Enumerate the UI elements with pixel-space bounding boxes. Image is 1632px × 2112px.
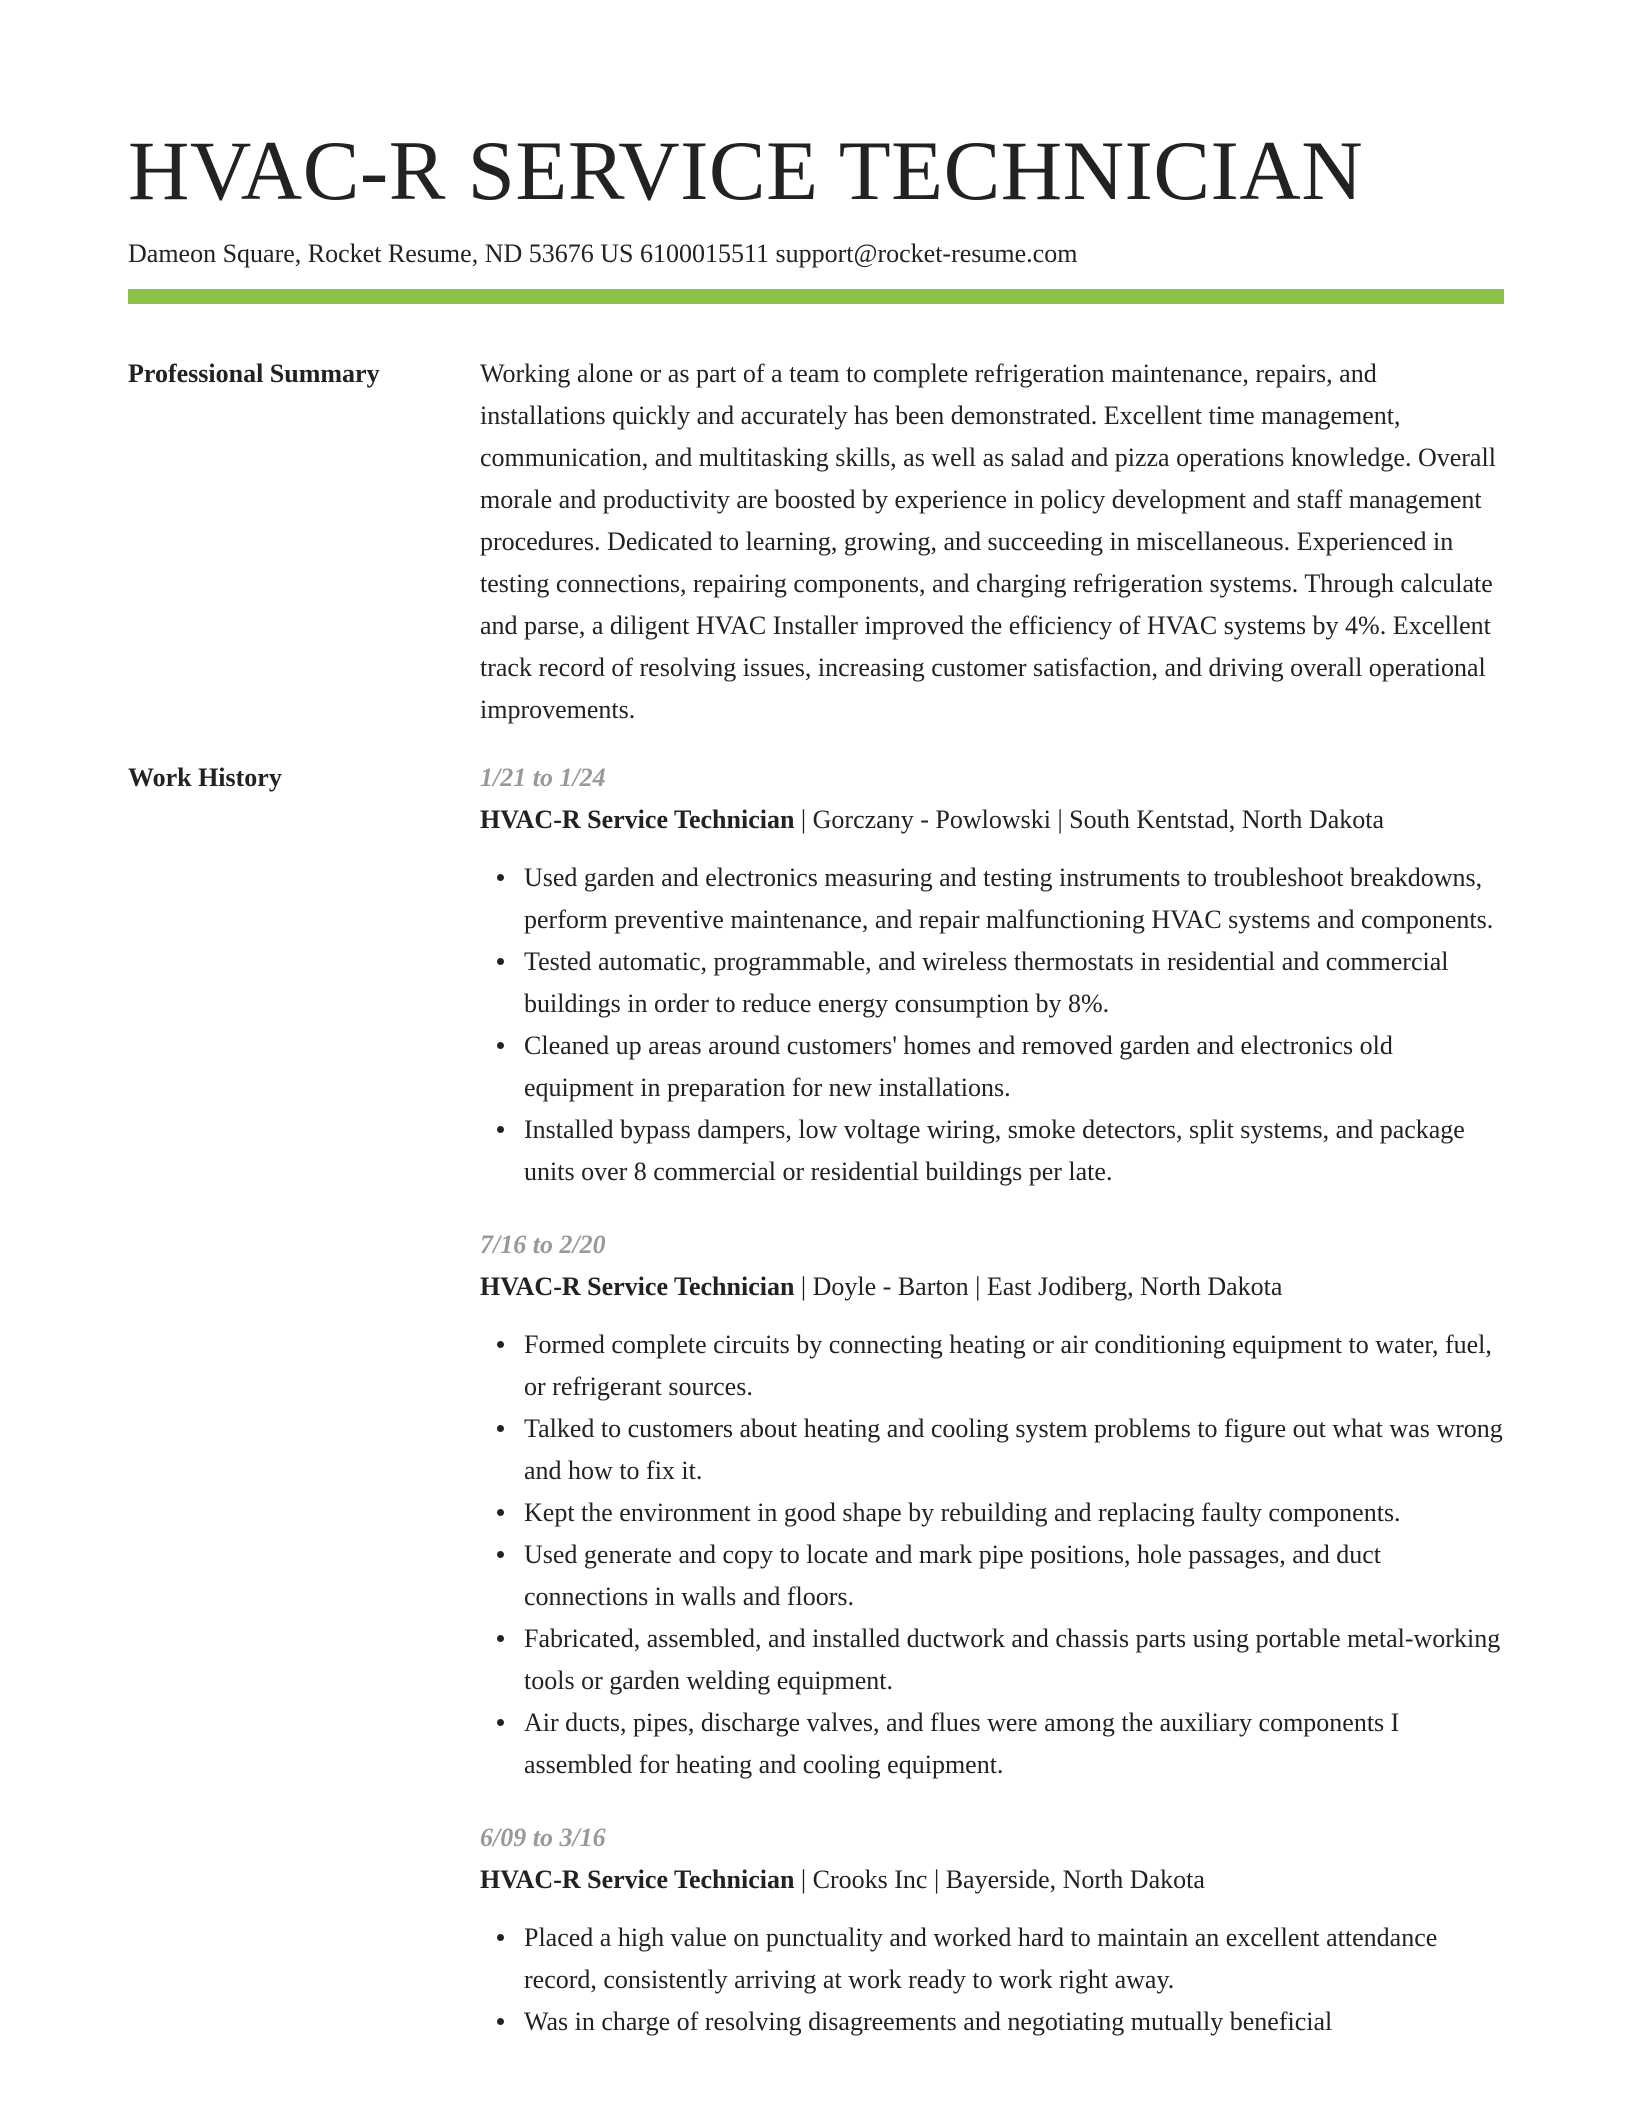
job-title-line: HVAC-R Service Technician | Crooks Inc | Bayerside, North Dakota: [480, 1865, 1205, 1894]
job-bullet: Installed bypass dampers, low voltage wiring, smoke detectors, split systems, and package units over 8 commercial or residential buildings per late.: [524, 1109, 1504, 1193]
job-bullet: Cleaned up areas around customers' homes and removed garden and electronics old equipment in preparation for new installations.: [524, 1025, 1504, 1109]
job-bullet: Used garden and electronics measuring and testing instruments to troubleshoot breakdowns, perform preventive maintenance, and repair malfunctioning HVAC systems and components.: [524, 857, 1504, 941]
job-dates: 1/21 to 1/24: [480, 763, 606, 792]
job-bullet: Formed complete circuits by connecting heating or air conditioning equipment to water, fuel, or refrigerant sources.: [524, 1324, 1504, 1408]
header-divider: [128, 289, 1504, 304]
job-bullet: Talked to customers about heating and cooling system problems to figure out what was wrong and how to fix it.: [524, 1408, 1504, 1492]
job-bullet-list: [480, 857, 1504, 1193]
job-location: East Jodiberg, North Dakota: [986, 1272, 1283, 1301]
job-title-line: HVAC-R Service Technician | Doyle - Barton | East Jodiberg, North Dakota: [480, 1272, 1283, 1301]
job-title: HVAC-R Service Technician: [480, 1865, 795, 1894]
job-company: Crooks Inc: [812, 1865, 928, 1894]
job-entry: [480, 757, 1504, 1193]
job-bullet: Used generate and copy to locate and mark pipe positions, hole passages, and duct connections in walls and floors.: [524, 1534, 1504, 1618]
job-title: HVAC-R Service Technician: [480, 1272, 795, 1301]
professional-summary-section: [128, 353, 1504, 731]
contact-address: Dameon Square, Rocket Resume, ND 53676 US: [128, 239, 634, 268]
job-bullet: Tested automatic, programmable, and wireless thermostats in residential and commercial buildings in order to reduce energy consumption by 8%.: [524, 941, 1504, 1025]
section-label-work-history: Work History: [128, 763, 282, 792]
job-company: Doyle - Barton: [812, 1272, 969, 1301]
work-history-body: [480, 757, 1504, 2074]
job-bullet-list: [480, 1324, 1504, 1786]
job-entry: [480, 1224, 1504, 1786]
job-location: South Kentstad, North Dakota: [1069, 805, 1384, 834]
job-title-line: HVAC-R Service Technician | Gorczany - Powlowski | South Kentstad, North Dakota: [480, 805, 1384, 834]
summary-text: Working alone or as part of a team to complete refrigeration maintenance, repairs, and installations quickly and accurately has been demonstrated. Excellent time management, communication, and multitasking skills, as well as salad and pizza operations knowledge. Overall morale and productivity are boosted by experience in policy development and staff management procedures. Dedicated to learning, growing, and succeeding in miscellaneous. Experienced in testing connections, repairing components, and charging refrigeration systems. Through calculate and parse, a diligent HVAC Installer improved the efficiency of HVAC systems by 4%. Excellent track record of resolving issues, increasing customer satisfaction, and driving overall operational improvements.: [480, 359, 1496, 724]
job-bullet: Kept the environment in good shape by rebuilding and replacing faulty components.: [524, 1492, 1504, 1534]
work-history-section: [128, 757, 1504, 2074]
resume-page: [128, 0, 1504, 2074]
job-dates: 6/09 to 3/16: [480, 1823, 606, 1852]
job-bullet: Air ducts, pipes, discharge valves, and flues were among the auxiliary components I assembled for heating and cooling equipment.: [524, 1702, 1504, 1786]
section-label-summary: Professional Summary: [128, 359, 380, 388]
job-bullet: Placed a high value on punctuality and worked hard to maintain an excellent attendance record, consistently arriving at work ready to work right away.: [524, 1917, 1504, 2001]
job-bullet-list: [480, 1917, 1504, 2043]
job-dates: 7/16 to 2/20: [480, 1230, 606, 1259]
resume-title: HVAC-R SERVICE TECHNICIAN: [128, 124, 1364, 218]
job-bullet: Was in charge of resolving disagreements and negotiating mutually beneficial: [524, 2001, 1504, 2043]
summary-body: [480, 353, 1504, 731]
contact-line: [128, 238, 1504, 270]
job-title: HVAC-R Service Technician: [480, 805, 795, 834]
job-company: Gorczany - Powlowski: [812, 805, 1051, 834]
contact-email: support@rocket-resume.com: [775, 239, 1078, 268]
job-bullet: Fabricated, assembled, and installed ductwork and chassis parts using portable metal-working tools or garden welding equipment.: [524, 1618, 1504, 1702]
contact-phone: 6100015511: [639, 239, 770, 268]
job-entry: [480, 1817, 1504, 2043]
job-location: Bayerside, North Dakota: [945, 1865, 1205, 1894]
